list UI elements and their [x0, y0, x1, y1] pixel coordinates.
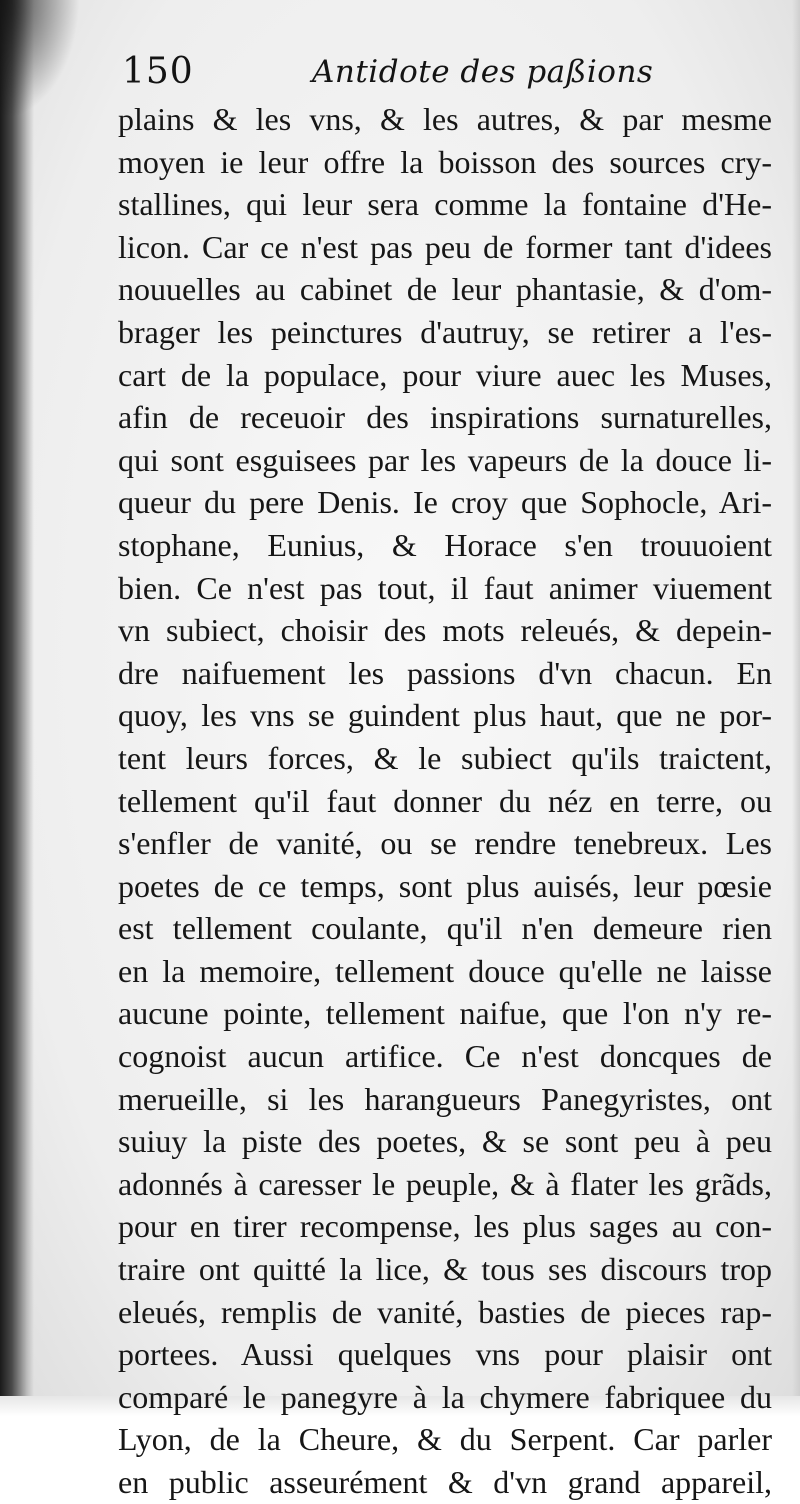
- text-line: cognoist aucun artifice. Ce n'est doncques de: [118, 1038, 772, 1075]
- text-line: tent leurs forces, & le subiect qu'ils traictent,: [118, 739, 772, 776]
- text-line: merueille, si les harangueurs Panegyristes, ont: [118, 1080, 772, 1117]
- text-line: licon. Car ce n'est pas peu de former tant d'idees: [118, 228, 772, 265]
- body-text: [118, 98, 772, 1504]
- text-line: Lyon, de la Cheure, & du Serpent. Car parler: [118, 1421, 772, 1458]
- text-line: tellement qu'il faut donner du néz en terre, ou: [118, 782, 772, 819]
- text-line: dre naifuement les passions d'vn chacun. En: [118, 654, 772, 691]
- text-line: est tellement coulante, qu'il n'en demeure rien: [118, 910, 772, 947]
- running-title: Antidote des paßions: [312, 54, 654, 90]
- text-line: queur du pere Denis. Ie croy que Sophocle, Ari-: [118, 484, 772, 521]
- text-line: traire ont quitté la lice, & tous ses discours trop: [118, 1251, 772, 1288]
- text-line: bien. Ce n'est pas tout, il faut animer viuement: [118, 569, 772, 606]
- text-line: plains & les vns, & les autres, & par mesme: [118, 101, 772, 137]
- text-line: adonnés à caresser le peuple, & à flater les grãds,: [118, 1165, 772, 1202]
- text-line: eleués, remplis de vanité, basties de pieces rap-: [118, 1293, 772, 1330]
- text-line: moyen ie leur offre la boisson des sources cry-: [118, 143, 772, 180]
- text-line: portees. Aussi quelques vns pour plaisir ont: [118, 1336, 772, 1373]
- page-right-edge: [792, 0, 800, 1430]
- text-line: cart de la populace, pour viure auec les Muses,: [118, 356, 772, 393]
- text-line: suiuy la piste des poetes, & se sont peu à peu: [118, 1123, 772, 1160]
- binding-shadow: [0, 0, 34, 1430]
- text-line: vn subiect, choisir des mots releués, & depein-: [118, 612, 772, 649]
- text-line: brager les peinctures d'autruy, se retirer a l'es-: [118, 313, 772, 350]
- text-line: stophane, Eunius, & Horace s'en trouuoient: [118, 526, 772, 563]
- text-line: quoy, les vns se guindent plus haut, que ne por-: [118, 697, 772, 734]
- text-line: stallines, qui leur sera comme la fontaine d'He-: [118, 186, 772, 223]
- text-line: nouuelles au cabinet de leur phantasie, & d'om-: [118, 271, 772, 308]
- text-line: s'enfler de vanité, ou se rendre tenebreux. Les: [118, 825, 772, 862]
- text-line: aucune pointe, tellement naifue, que l'on n'y re-: [118, 995, 772, 1032]
- corner-shadow: [0, 0, 80, 120]
- text-line: afin de receuoir des inspirations surnaturelles,: [118, 399, 772, 436]
- text-line: qui sont esguisees par les vapeurs de la douce li-: [118, 441, 772, 478]
- text-line: comparé le panegyre à la chymere fabriquee du: [118, 1378, 772, 1415]
- running-head: [108, 50, 768, 94]
- text-line: poetes de ce temps, sont plus auisés, leur pœsie: [118, 867, 772, 904]
- text-line: pour en tirer recompense, les plus sages au con-: [118, 1208, 772, 1245]
- text-line: en la memoire, tellement douce qu'elle ne laisse: [118, 952, 772, 989]
- text-line: en public asseurément & d'vn grand appareil,: [118, 1464, 772, 1500]
- page-number: 150: [122, 51, 194, 92]
